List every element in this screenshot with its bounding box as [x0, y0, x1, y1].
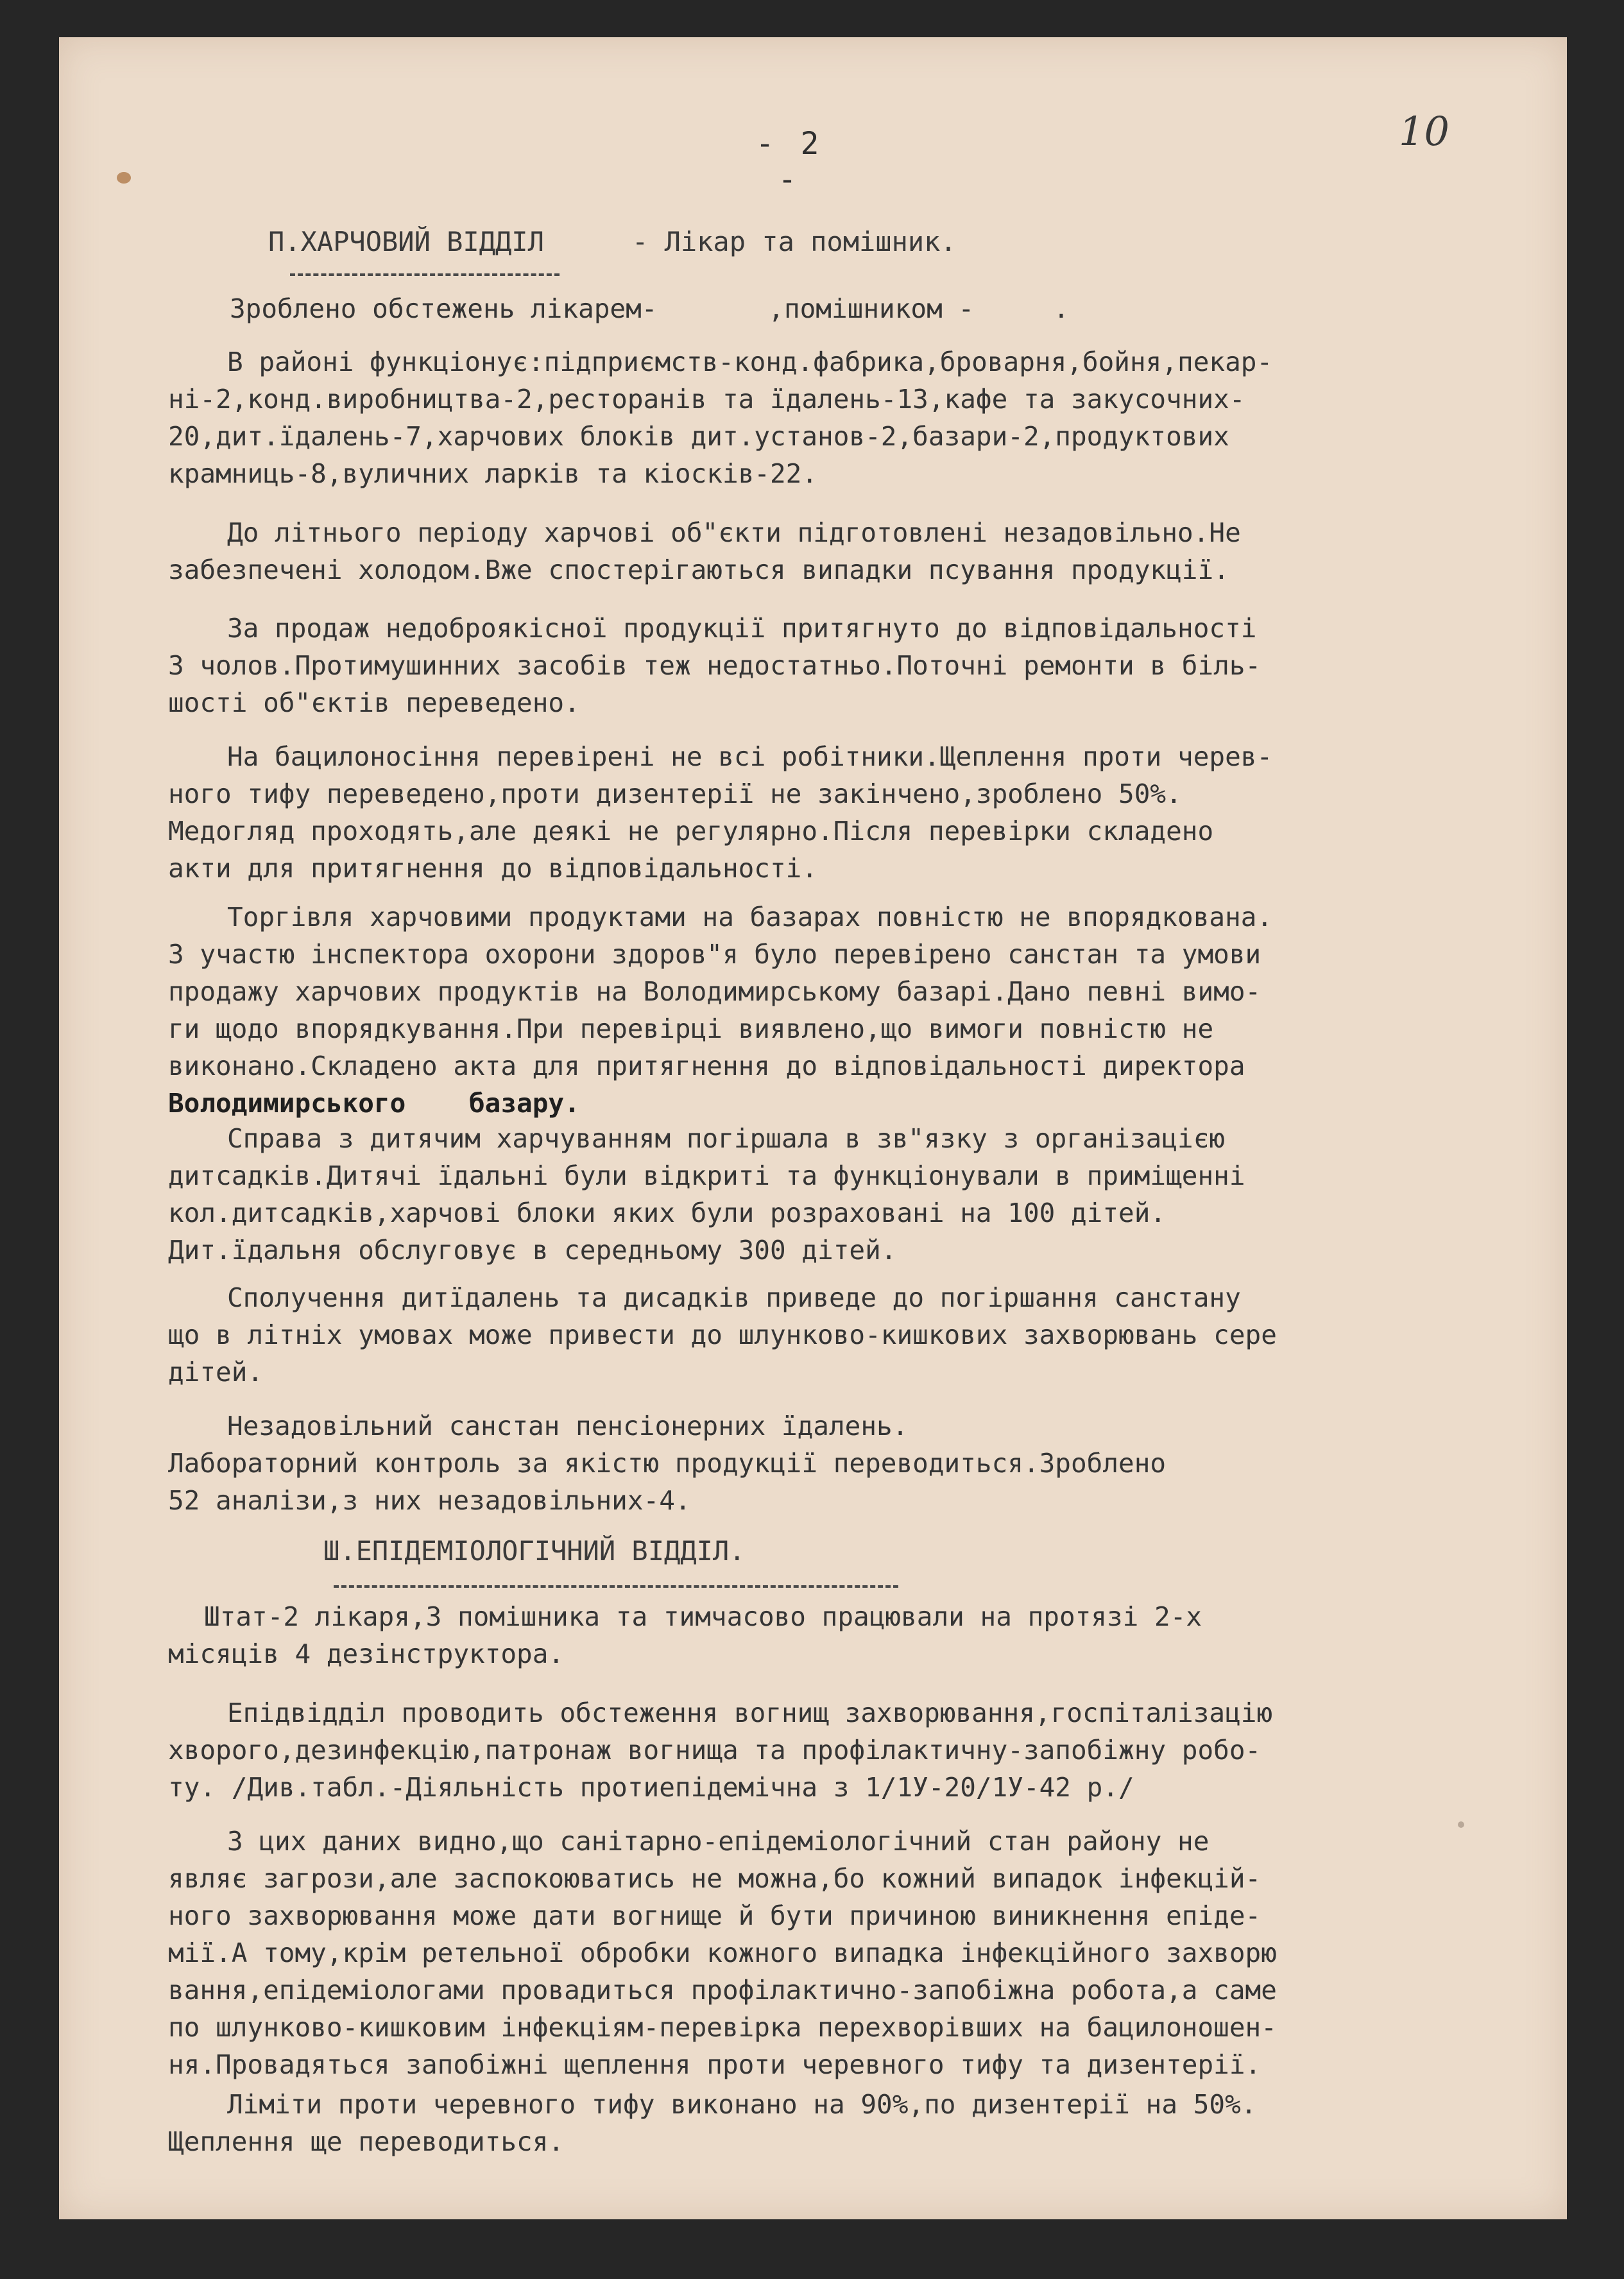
page-number: - 2 - — [755, 126, 823, 198]
text-line: ня.Провадяться запобіжні щеплення проти черевного тифу та дизентерії. — [168, 2049, 1261, 2080]
paragraph-bacilli — [168, 738, 1528, 887]
text-line: Справа з дитячим харчуванням погіршала в зв"язку з організацією — [227, 1123, 1226, 1154]
text-line: В районі функціонує:підприємств-конд.фабрика,броварня,бойня,пекар- — [227, 347, 1273, 377]
text-line: продажу харчових продуктів на Володимирському базарі.Дано певні вимо- — [168, 976, 1261, 1007]
paragraph-situation — [168, 1823, 1528, 2083]
text-line: акти для притягнення до відповідальності. — [168, 853, 818, 884]
paragraph-quality — [168, 610, 1528, 721]
section-food-title: П.ХАРЧОВИЙ ВІДДІЛ — [268, 226, 544, 257]
text-line: що в літніх умовах може привести до шлунково-кишкових захворювань сере — [168, 1320, 1277, 1350]
text-line: хворого,дезинфекцію,патронаж вогнища та профілактичну-запобіжну робо- — [168, 1735, 1261, 1766]
paragraph-market — [168, 899, 1528, 1122]
section-epid-title: Ш.ЕПІДЕМІОЛОГІЧНИЙ ВІДДІЛ. — [323, 1535, 746, 1567]
text-line: ного тифу переведено,проти дизентерії не закінчено,зроблено 50%. — [168, 778, 1182, 809]
text-line: Епідвідділ проводить обстеження вогнищ захворювання,госпіталізацію — [227, 1698, 1273, 1728]
paragraph-summer — [168, 514, 1528, 589]
text-line: шості об"єктів переведено. — [168, 687, 580, 718]
paragraph-lab — [168, 1407, 1528, 1519]
section-epid-underline — [334, 1585, 898, 1588]
paragraph-surveys — [168, 290, 1528, 327]
text-line: Зроблено обстежень лікарем- ,помішником - . — [230, 293, 1070, 324]
text-line: являє загрози,але заспокоюватись не можна,бо кожний випадок інфекцій- — [168, 1863, 1261, 1894]
text-line: виконано.Складено акта для притягнення до відповідальності директора — [168, 1051, 1245, 1081]
text-line: дитсадків.Дитячі їдальні були відкриті та функціонували в приміщенні — [168, 1160, 1245, 1191]
text-line: Дит.їдальня обслуговує в середньому 300 дітей. — [168, 1235, 897, 1266]
text-line: вання,епідеміологами провадиться профілактично-запобіжна робота,а саме — [168, 1975, 1277, 2006]
text-line: З цих даних видно,що санітарно-епідеміологічний стан району не — [227, 1826, 1209, 1857]
text-line: крамниць-8,вуличних ларків та кіосків-22. — [168, 458, 818, 489]
text-line: ту. /Див.табл.-Діяльність протиепідемічна з 1/1У-20/1У-42 р./ — [168, 1772, 1134, 1803]
paragraph-limits — [168, 2086, 1528, 2160]
text-line: Володимирського базару. — [168, 1088, 580, 1119]
paper-stain — [117, 172, 131, 184]
text-line: кол.дитсадків,харчові блоки яких були розраховані на 100 дітей. — [168, 1198, 1167, 1228]
text-line: Медогляд проходять,але деякі не регулярно.Після перевірки складено — [168, 816, 1214, 847]
text-line: Сполучення дитїдалень та дисадків приведе до погіршання санстану — [227, 1282, 1241, 1313]
text-line: Лабораторний контроль за якістю продукції переводиться.Зроблено — [168, 1448, 1167, 1479]
text-line: ного захворювання може дати вогнище й бути причиною виникнення епіде- — [168, 1900, 1261, 1931]
text-line: Щеплення ще переводиться. — [168, 2126, 565, 2157]
text-line: На бацилоносіння перевірені не всі робітники.Щеплення проти черев- — [227, 741, 1273, 772]
paragraph-combining — [168, 1279, 1528, 1391]
text-line: дітей. — [168, 1357, 264, 1388]
text-line: забезпечені холодом.Вже спостерігаються випадки псування продукції. — [168, 555, 1229, 585]
text-line: 20,дит.їдалень-7,харчових блоків дит.установ-2,базари-2,продуктових — [168, 421, 1229, 452]
text-line: 3 чолов.Протимушинних засобів теж недостатньо.Поточні ремонти в біль- — [168, 650, 1261, 681]
text-line: За продаж недоброякісної продукції притягнуто до відповідальності — [227, 613, 1257, 644]
text-line: Незадовільний санстан пенсіонерних їдалень. — [227, 1411, 909, 1441]
paragraph-staff — [168, 1598, 1528, 1673]
text-line: 52 аналізи,з них незадовільних-4. — [168, 1485, 691, 1516]
section-food-subtitle: - Лікар та помішник. — [632, 226, 957, 257]
text-line: Торгівля харчовими продуктами на базарах повністю не впорядкована. — [227, 902, 1273, 933]
archive-folio-number: 10 — [1399, 108, 1449, 155]
section-food-underline — [290, 273, 560, 276]
text-line: ги щодо впорядкування.При перевірці виявлено,що вимоги повністю не — [168, 1013, 1214, 1044]
paragraph-enterprises — [168, 343, 1528, 492]
text-line: Ліміти проти черевного тифу виконано на 90%,по дизентерії на 50%. — [227, 2089, 1257, 2120]
text-line: місяців 4 дезінструктора. — [168, 1638, 565, 1669]
text-line: по шлунково-кишковим інфекціям-перевірка перехворівших на бацилоношен- — [168, 2012, 1277, 2043]
text-line: мії.А тому,крім ретельної обробки кожного випадка інфекційного захворю — [168, 1938, 1277, 1968]
text-line: До літнього періоду харчові об"єкти підготовлені незадовільно.Не — [227, 517, 1241, 548]
paragraph-work — [168, 1694, 1528, 1806]
text-line: ні-2,конд.виробництва-2,ресторанів та їдалень-13,кафе та закусочних- — [168, 384, 1245, 415]
paragraph-children — [168, 1120, 1528, 1269]
text-line: Штат-2 лікаря,3 помішника та тимчасово працювали на протязі 2-х — [204, 1601, 1202, 1632]
text-line: З участю інспектора охорони здоров"я було перевірено санстан та умови — [168, 939, 1261, 970]
